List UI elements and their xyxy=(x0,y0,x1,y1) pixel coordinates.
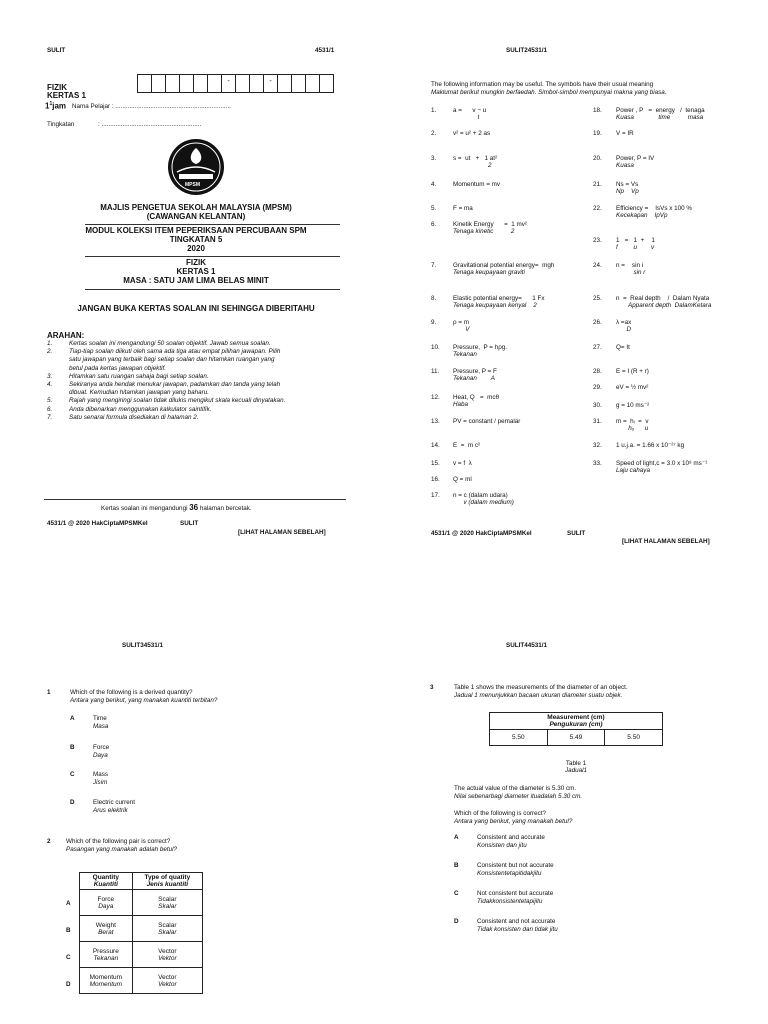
formula-text: F = ma xyxy=(453,205,473,212)
formula-number: 26. xyxy=(593,319,602,326)
page-count: 36 xyxy=(189,503,199,512)
quantity-en: Force xyxy=(97,895,115,903)
ic-digit-box[interactable] xyxy=(179,74,194,93)
instruction-number: 1. xyxy=(47,340,53,347)
formula-number: 12. xyxy=(431,394,440,401)
formula-text: s = ut + 1 at² xyxy=(453,155,498,162)
type-en: Scalar xyxy=(158,895,177,903)
formula-text: 1 u.j.a. = 1.66 x 10⁻²⁷ kg xyxy=(616,442,685,449)
formula-subtext: Apparent depth DalamKetara xyxy=(616,302,712,309)
table-header xyxy=(80,873,133,890)
formula-text: a = v − u xyxy=(453,107,487,114)
question-prompt-my: Antara yang berikut, yang manakah betul? xyxy=(454,818,573,825)
formula-number: 33. xyxy=(593,460,602,467)
instruction-text: satu jawapan yang terbaik bagi setiap soalan dan hitamkan ruangan yang xyxy=(69,356,275,364)
formula-number: 1. xyxy=(431,107,437,114)
ic-digit-box[interactable] xyxy=(207,74,222,93)
table-row xyxy=(80,890,203,916)
ic-digit-box[interactable] xyxy=(319,74,334,93)
formula-subtext: Laju cahaya xyxy=(616,467,650,474)
arahan-heading: ARAHAN: xyxy=(47,331,85,340)
instruction-number: 4. xyxy=(47,381,53,388)
option-text-my[interactable]: Jisim xyxy=(93,779,108,786)
type-en: Vector xyxy=(158,947,177,955)
formula-subtext: 2 xyxy=(453,162,492,169)
formula-number: 10. xyxy=(431,344,440,351)
option-text-en[interactable]: Consistent and accurate xyxy=(477,834,545,841)
instruction-text: Sekiranya anda hendak menukar jawapan, padamkan dan tanda yang telah xyxy=(69,381,281,388)
table-cell: 5.50 xyxy=(605,730,663,746)
formula-number: 11. xyxy=(431,368,440,375)
formula-number: 23. xyxy=(593,237,602,244)
formula-text: Power, P = IV xyxy=(616,155,655,162)
formula-number: 18. xyxy=(593,107,602,114)
paper-code: 4531/1 xyxy=(315,47,335,54)
instruction-text: Hitamkan satu ruangan sahaja bagi setiap soalan. xyxy=(69,372,209,380)
formula-subtext: Tekanan A xyxy=(453,375,495,382)
page-3 xyxy=(0,560,384,1024)
duration-value: $1^1jam$ xyxy=(45,101,67,111)
module-title: MODUL KOLEKSI ITEM PEPERIKSAAN PERCUBAAN SPM xyxy=(85,226,307,235)
quantity-en: Weight xyxy=(95,921,116,929)
formula-text: Elastic potential energy= 1 Fx xyxy=(453,295,545,302)
ic-number-boxes[interactable] xyxy=(138,74,334,92)
formula-text: E = I (R + r) xyxy=(616,368,649,375)
instruction-number: 7. xyxy=(47,413,53,421)
ic-digit-box[interactable] xyxy=(235,74,250,93)
ic-digit-box[interactable]: - xyxy=(221,74,236,93)
question-text-my: Jadual 1 menunjukkan bacaan ukuran diameter suatu objek. xyxy=(454,692,623,699)
option-letter[interactable]: B xyxy=(70,744,75,751)
page-4 xyxy=(384,560,768,1024)
tingkatan-label: Tingkatan xyxy=(47,121,75,128)
formula-subtext: f u v xyxy=(616,244,655,251)
option-text-my[interactable]: Arus elektrik xyxy=(93,807,128,814)
formula-number: 9. xyxy=(431,319,437,326)
table-row xyxy=(80,942,203,968)
ic-digit-box[interactable] xyxy=(277,74,292,93)
formula-number: 25. xyxy=(593,295,602,302)
option-text-my[interactable]: Masa xyxy=(93,723,109,730)
formula-subtext: Tenaga keupayaan graviti xyxy=(453,269,525,276)
option-letter[interactable]: B xyxy=(66,927,71,934)
ic-digit-box[interactable] xyxy=(137,74,152,93)
formula-subtext: Kuasa time masa xyxy=(616,114,704,121)
formula-number: 3. xyxy=(431,155,437,162)
quantity-en: Pressure xyxy=(92,947,119,955)
formula-number: 15. xyxy=(431,460,440,467)
quantity-en: Momentum xyxy=(89,973,123,981)
option-text-my[interactable]: Konsistentetapitidakjitu xyxy=(477,870,542,877)
instruction-text: Kertas soalan ini mengandungi 50 soalan objektif. Jawab semua soalan. xyxy=(69,340,271,347)
table-caption xyxy=(489,760,663,774)
form-level: TINGKATAN 5 xyxy=(169,235,223,244)
page-header: SULIT44531/1 xyxy=(506,642,547,649)
ic-digit-box[interactable] xyxy=(151,74,166,93)
title-block xyxy=(40,203,352,221)
question-number: 1 xyxy=(47,689,51,696)
warning: JANGAN BUKA KERTAS SOALAN INI SEHINGGA DIBERITAHU xyxy=(77,304,315,313)
table-cell xyxy=(80,942,133,968)
formula-text: Kinetik Energy = 1 mv² xyxy=(453,221,528,228)
option-text-en[interactable]: Time xyxy=(93,715,107,722)
formula-text: 1 = 1 + 1 xyxy=(616,237,655,244)
table-cell: 5.50 xyxy=(490,730,548,746)
duration-number: 1 xyxy=(45,101,50,111)
q2-pair-table xyxy=(79,872,203,994)
next-page-note: [LIHAT HALAMAN SEBELAH] xyxy=(238,529,326,536)
paper-label: KERTAS 1 xyxy=(47,91,86,100)
page-header: SULIT34531/1 xyxy=(122,642,163,649)
table-header-en: Type of quatity xyxy=(144,874,191,881)
formula-number: 32. xyxy=(593,442,602,449)
option-letter[interactable]: A xyxy=(66,900,71,907)
formula-subtext: hₒ u xyxy=(616,425,649,432)
time: MASA : SATU JAM LIMA BELAS MINIT xyxy=(123,276,269,285)
question-prompt-en: Which of the following is correct? xyxy=(454,810,547,817)
formula-number: 2. xyxy=(431,130,437,137)
ic-digit-box[interactable] xyxy=(305,74,320,93)
formula-subtext: Tenaga kinetic 2 xyxy=(453,228,515,235)
ic-digit-box[interactable] xyxy=(249,74,264,93)
table-cell xyxy=(132,916,202,942)
formula-text: Gravitational potential energy= mgh xyxy=(453,262,555,269)
question-number: 2 xyxy=(47,838,51,845)
table-header-en: Quantity xyxy=(92,874,120,881)
option-letter[interactable]: D xyxy=(66,981,71,988)
option-letter[interactable]: A xyxy=(70,715,75,722)
instruction-text: Rajah yang mengiringi soalan tidak dilukis mengikut skala kecuali dinyatakan. xyxy=(69,397,286,405)
formula-subtext: Tekanan xyxy=(453,351,477,358)
formula-text: Efficiency = IsVs x 100 % xyxy=(616,205,693,212)
formula-subtext: Haba xyxy=(453,401,469,408)
formula-subtext: sin r xyxy=(616,269,646,276)
type-my: Skalar xyxy=(158,928,177,936)
question-text-en: Which of the following pair is correct? xyxy=(66,838,171,845)
instruction-text: dibuat. Kemudian hitamkan jawapan yang baharu. xyxy=(69,389,210,397)
formula-text: ρ = m xyxy=(453,319,470,326)
table-caption-en: Table 1 xyxy=(565,760,587,767)
formula-number: 13. xyxy=(431,418,440,425)
instruction-text: Satu senarai formula disediakan di halaman 2. xyxy=(69,413,199,421)
table-caption-my: Jadual1 xyxy=(564,767,588,774)
page-header: SULIT24531/1 xyxy=(506,47,547,54)
option-text-my[interactable]: Tidak konsisten dan tidak jitu xyxy=(477,926,558,933)
formula-number: 29. xyxy=(593,384,602,391)
ic-digit-box[interactable] xyxy=(193,74,208,93)
copyright: 4531/1 @ 2020 HakCiptaMPSMKel xyxy=(47,520,148,527)
quantity-my: Momentum xyxy=(89,980,123,988)
table-row xyxy=(80,916,203,942)
formula-number: 17. xyxy=(431,492,440,499)
formula-number: 24. xyxy=(593,262,602,269)
module-block xyxy=(40,226,352,253)
divider xyxy=(85,224,340,225)
page-2 xyxy=(384,0,768,560)
divider xyxy=(85,289,340,290)
table-cell xyxy=(80,916,133,942)
formula-subtext: Np Vp xyxy=(616,188,639,195)
formula-text: Pressure, P = hρg. xyxy=(453,344,508,351)
formula-subtext: v (dalam medium) xyxy=(453,499,514,506)
table-cell: 5.49 xyxy=(547,730,605,746)
formula-text: v² = u² + 2 as xyxy=(453,130,491,137)
formula-subtext: Kuasa xyxy=(616,162,634,169)
option-letter[interactable]: C xyxy=(454,890,459,897)
page-count-prefix: Kertas soalan ini mengandungi xyxy=(101,505,188,512)
org-subtitle: (CAWANGAN KELANTAN) xyxy=(146,212,246,221)
formula-number: 14. xyxy=(431,442,440,449)
intro-my: Maklumat berikut mungkin berfaedah. Simbol-simbol mempunyai makna yang biasa. xyxy=(431,89,667,96)
option-letter[interactable]: D xyxy=(70,799,75,806)
formula-subtext: t xyxy=(453,114,480,121)
paper-block xyxy=(40,258,352,285)
tingkatan-field[interactable]: : ......................................................... xyxy=(98,121,202,128)
ic-digit-box[interactable]: - xyxy=(263,74,278,93)
option-letter[interactable]: C xyxy=(66,954,71,961)
formula-number: 21. xyxy=(593,181,602,188)
formula-subtext: D xyxy=(616,326,632,333)
formula-text: Heat, Q = mcθ xyxy=(453,394,500,401)
instruction-number: 5. xyxy=(47,397,53,405)
option-text-en[interactable]: Electric current xyxy=(93,799,135,806)
divider xyxy=(85,256,340,257)
formula-text: Q= It xyxy=(616,344,630,351)
formula-number: 22. xyxy=(593,205,602,212)
formula-number: 20. xyxy=(593,155,602,162)
option-text-my[interactable]: Daya xyxy=(93,752,108,759)
org-title: MAJLIS PENGETUA SEKOLAH MALAYSIA (MPSM) xyxy=(100,203,292,212)
formula-subtext: Tenaga keupayaan kenyal 2 xyxy=(453,302,537,309)
option-text-en[interactable]: Mass xyxy=(93,771,109,778)
copyright: 4531/1 @ 2020 HakCiptaMPSMKel xyxy=(431,530,532,537)
option-letter[interactable]: C xyxy=(70,771,75,778)
question-text-en: Table 1 shows the measurements of the diameter of an object. xyxy=(454,684,628,691)
sulit-label: SULIT xyxy=(47,47,66,54)
option-letter[interactable]: A xyxy=(454,834,459,841)
formula-number: 5. xyxy=(431,205,437,212)
formula-text: Power , P = energy / tenaga xyxy=(616,107,705,114)
instruction-text: betul pada kertas jawapan objektif. xyxy=(69,364,166,372)
option-letter[interactable]: D xyxy=(454,918,459,925)
type-en: Scalar xyxy=(158,921,177,929)
footer-divider xyxy=(44,499,346,500)
subject: FIZIK xyxy=(186,258,206,267)
table-cell xyxy=(80,968,133,994)
formula-text: Q = ml xyxy=(453,476,472,483)
formula-text: V = IR xyxy=(616,130,634,137)
formula-number: 6. xyxy=(431,221,437,228)
formula-text: Pressure, P = F xyxy=(453,368,497,375)
option-text-my[interactable]: Konsisten dan jitu xyxy=(477,842,527,849)
page-count-suffix: halaman bercetak. xyxy=(199,505,252,512)
table-header xyxy=(132,873,202,890)
instruction-text: Tiap-tiap soalan diikuti oleh sama ada tiga atau empat pilihan jawapan. Pilih xyxy=(69,348,281,356)
formula-text: λ =ax xyxy=(616,319,632,326)
table-header-my: Jenis kuantiti xyxy=(146,881,189,888)
formula-number: 28. xyxy=(593,368,602,375)
nama-field[interactable]: Nama Pelajar : .................................................................. xyxy=(72,103,231,110)
instruction-text: Anda dibenarkan menggunakan kalkulator saintifik. xyxy=(69,405,212,413)
next-page-note: [LIHAT HALAMAN SEBELAH] xyxy=(622,538,710,545)
table-row xyxy=(80,968,203,994)
type-my: Skalar xyxy=(158,902,177,910)
logo-text: MPSM xyxy=(185,182,200,188)
quantity-my: Tekanan xyxy=(93,954,119,962)
question-text-my: Antara yang berikut, yang manakah kuantiti terbitan? xyxy=(70,697,218,704)
instruction-number: 2. xyxy=(47,348,53,356)
formula-number: 8. xyxy=(431,295,437,302)
table-cell xyxy=(132,890,202,916)
formula-number: 27. xyxy=(593,344,602,351)
formula-text: n = sin i xyxy=(616,262,644,269)
paper: KERTAS 1 xyxy=(176,267,216,276)
formula-number: 30. xyxy=(593,402,602,409)
formula-subtext: Kecekapan IpVp xyxy=(616,212,668,219)
option-text-en[interactable]: Force xyxy=(93,744,110,751)
formula-number: 19. xyxy=(593,130,602,137)
ic-digit-box[interactable] xyxy=(291,74,306,93)
option-text-en[interactable]: Consistent and not accurate xyxy=(477,918,556,925)
page-count-note xyxy=(101,503,252,512)
type-en: Vector xyxy=(158,973,177,981)
instruction-number: 3. xyxy=(47,372,53,380)
question-number: 3 xyxy=(430,684,434,691)
question-text-my: Pasangan yang manakah adalah betul? xyxy=(66,846,177,853)
option-text-my[interactable]: Tidakkonsistentetapijitu xyxy=(477,898,543,905)
question-text-en: Which of the following is a derived quantity? xyxy=(70,689,193,696)
table-header xyxy=(490,713,663,730)
quantity-my: Berat xyxy=(98,928,114,936)
sulit-footer: SULIT xyxy=(180,520,199,527)
mpsm-logo xyxy=(167,138,225,196)
actual-value-en: The actual value of the diameter is 5.30 cm. xyxy=(454,785,577,792)
intro-en: The following information may be useful. The symbols have their usual meaning xyxy=(431,81,654,88)
option-text-en[interactable]: Consistent but not accurate xyxy=(477,862,554,869)
option-letter[interactable]: B xyxy=(454,862,459,869)
instruction-number: 6. xyxy=(47,405,53,413)
formula-text: n = Real depth / Dalam Nyata xyxy=(616,295,710,302)
formula-text: g = 10 ms⁻² xyxy=(616,402,650,409)
formula-number: 7. xyxy=(431,262,437,269)
formula-number: 31. xyxy=(593,418,602,425)
option-text-en[interactable]: Not consistent but accurate xyxy=(477,890,554,897)
formula-text: n = c (dalam udara) xyxy=(453,492,508,499)
formula-text: Ns = Vs xyxy=(616,181,639,188)
jam-label: jam xyxy=(52,101,67,111)
ic-digit-box[interactable] xyxy=(165,74,180,93)
page-1 xyxy=(0,0,384,560)
table-cell xyxy=(132,968,202,994)
formula-text: PV = constant / pemalar xyxy=(453,418,521,425)
table-header-my: Kuantiti xyxy=(93,881,118,888)
type-my: Vektor xyxy=(158,954,177,962)
table-cell xyxy=(80,890,133,916)
measurement-table xyxy=(489,712,663,746)
formula-text: E = m c² xyxy=(453,442,481,449)
formula-number: 16. xyxy=(431,476,440,483)
table-cell xyxy=(132,942,202,968)
formula-text: Momentum = mv xyxy=(453,181,501,188)
sulit-footer: SULIT xyxy=(567,530,586,537)
quantity-my: Daya xyxy=(98,902,114,910)
actual-value-my: Nilai sebenarbagi diameter ituadalah 5.30 cm. xyxy=(454,793,583,800)
formula-text: Speed of light,c = 3.0 x 10⁸ ms⁻¹ xyxy=(616,460,708,467)
formula-text: m = hᵢ = v xyxy=(616,418,649,425)
formula-text: v = f λ xyxy=(453,460,472,467)
formula-subtext: V xyxy=(453,326,470,333)
table-header-my: Pengukuran (cm) xyxy=(549,721,603,728)
table-header-en: Measurement (cm) xyxy=(547,714,605,721)
subject-label: FIZIK xyxy=(47,83,67,92)
year: 2020 xyxy=(187,244,205,253)
formula-text: eV = ½ mv² xyxy=(616,384,649,391)
formula-number: 4. xyxy=(431,181,437,188)
type-my: Vektor xyxy=(158,980,177,988)
